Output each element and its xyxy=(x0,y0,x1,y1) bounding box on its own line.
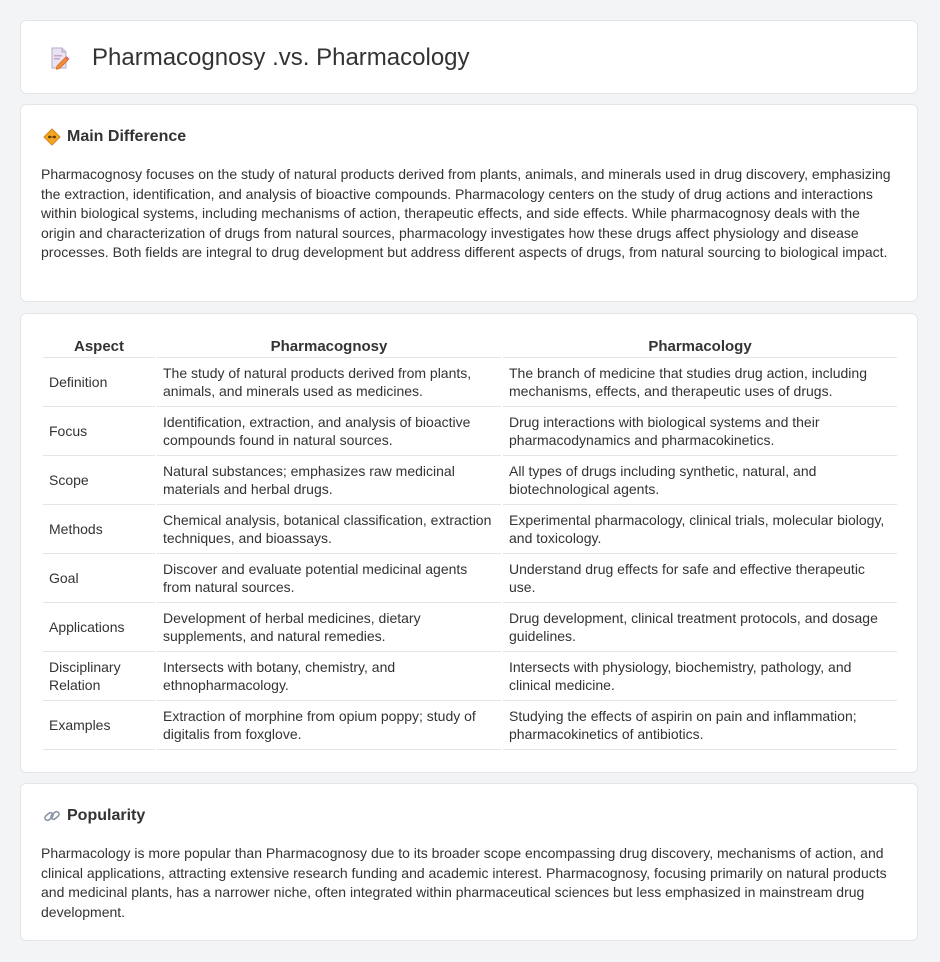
diamond-sign-icon xyxy=(43,128,61,146)
pharmacology-cell: Understand drug effects for safe and effective therapeutic use. xyxy=(503,554,897,603)
main-difference-card xyxy=(20,104,918,302)
popularity-card xyxy=(20,783,918,941)
pharmacognosy-cell: Natural substances; emphasizes raw medicinal materials and herbal drugs. xyxy=(157,456,501,505)
pharmacognosy-cell: Identification, extraction, and analysis of bioactive compounds found in natural sources. xyxy=(157,407,501,456)
aspect-cell: Applications xyxy=(43,603,155,652)
page-title: Pharmacognosy .vs. Pharmacology xyxy=(92,44,470,71)
main-difference-header xyxy=(43,127,186,147)
column-header-aspect: Aspect xyxy=(43,335,155,358)
popularity-heading: Popularity xyxy=(67,807,146,824)
pharmacognosy-cell: Chemical analysis, botanical classification, extraction techniques, and bioassays. xyxy=(157,505,501,554)
pharmacognosy-cell: The study of natural products derived from plants, animals, and minerals used as medicines. xyxy=(157,358,501,407)
pharmacology-cell: All types of drugs including synthetic, natural, and biotechnological agents. xyxy=(503,456,897,505)
document-edit-icon xyxy=(47,46,71,70)
pharmacognosy-cell: Intersects with botany, chemistry, and ethnopharmacology. xyxy=(157,652,501,701)
comparison-table-card xyxy=(20,313,918,773)
column-header-pharmacology: Pharmacology xyxy=(503,335,897,358)
pharmacology-cell: Intersects with physiology, biochemistry, pathology, and clinical medicine. xyxy=(503,652,897,701)
aspect-cell: Goal xyxy=(43,554,155,603)
comparison-table xyxy=(41,335,899,750)
pharmacology-cell: Studying the effects of aspirin on pain and inflammation; pharmacokinetics of antibiotics. xyxy=(503,701,897,750)
pharmacology-cell: Drug interactions with biological systems and their pharmacodynamics and pharmacokinetics. xyxy=(503,407,897,456)
popularity-text: Pharmacology is more popular than Pharmacognosy due to its broader scope encompassing drug discovery, mechanisms of action, and clinical applications, attracting extensive research funding and academic interest. Pharmacognosy, focusing primarily on natural products and medicinal plants, has a narrower niche, often integrated within pharmaceutical sciences but less emphasized in mainstream drug development. xyxy=(41,845,887,920)
main-difference-heading: Main Difference xyxy=(67,128,187,145)
aspect-cell: Disciplinary Relation xyxy=(43,652,155,701)
pharmacognosy-cell: Extraction of morphine from opium poppy; study of digitalis from foxglove. xyxy=(157,701,501,750)
pharmacology-cell: Drug development, clinical treatment protocols, and dosage guidelines. xyxy=(503,603,897,652)
popularity-header xyxy=(43,806,145,826)
pharmacognosy-cell: Discover and evaluate potential medicinal agents from natural sources. xyxy=(157,554,501,603)
table-row xyxy=(43,652,897,701)
table-row xyxy=(43,554,897,603)
table-header-row xyxy=(43,335,897,358)
aspect-cell: Methods xyxy=(43,505,155,554)
table-row xyxy=(43,456,897,505)
aspect-cell: Definition xyxy=(43,358,155,407)
title-card xyxy=(20,20,918,94)
table-row xyxy=(43,407,897,456)
link-icon xyxy=(43,807,61,825)
aspect-cell: Scope xyxy=(43,456,155,505)
aspect-cell: Focus xyxy=(43,407,155,456)
table-row xyxy=(43,603,897,652)
pharmacology-cell: The branch of medicine that studies drug action, including mechanisms, effects, and therapeutic uses of drugs. xyxy=(503,358,897,407)
table-row xyxy=(43,358,897,407)
table-row xyxy=(43,505,897,554)
pharmacognosy-cell: Development of herbal medicines, dietary supplements, and natural remedies. xyxy=(157,603,501,652)
pharmacology-cell: Experimental pharmacology, clinical trials, molecular biology, and toxicology. xyxy=(503,505,897,554)
aspect-cell: Examples xyxy=(43,701,155,750)
column-header-pharmacognosy: Pharmacognosy xyxy=(157,335,501,358)
table-row xyxy=(43,701,897,750)
main-difference-text: Pharmacognosy focuses on the study of natural products derived from plants, animals, and minerals used in drug discovery, emphasizing the extraction, identification, and analysis of bioactive compounds. Pharmacology centers on the study of drug actions and interactions within biological systems, including mechanisms of action, therapeutic effects, and side effects. While pharmacognosy deals with the origin and characterization of drugs from natural sources, pharmacology investigates how these drugs affect physiology and disease processes. Both fields are integral to drug development but address different aspects of drugs, from natural sourcing to biological impact. xyxy=(41,166,891,261)
